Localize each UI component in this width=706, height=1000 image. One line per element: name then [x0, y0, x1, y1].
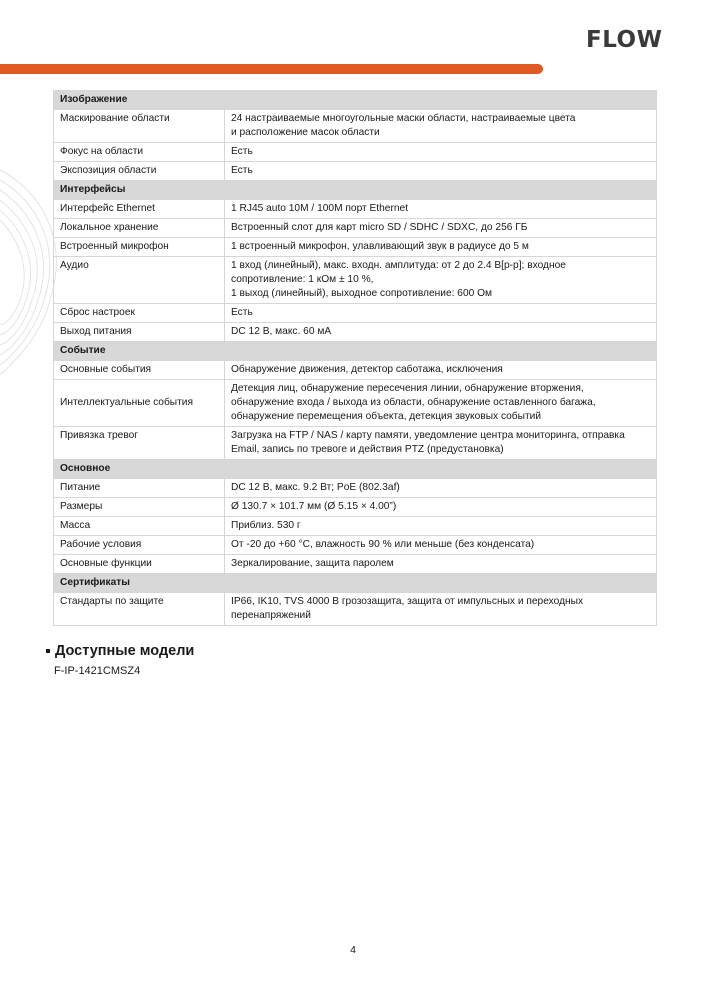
section-title: Сертификаты [54, 574, 657, 593]
spec-label: Привязка тревог [54, 427, 225, 460]
spec-value: DC 12 В, макс. 60 мА [225, 323, 657, 342]
spec-value: 24 настраиваемые многоугольные маски области, настраиваемые цвета и расположение масок области [225, 110, 657, 143]
spec-value: Обнаружение движения, детектор саботажа, исключения [225, 361, 657, 380]
table-row [54, 323, 657, 342]
spec-label: Стандарты по защите [54, 593, 225, 626]
spec-value: Есть [225, 162, 657, 181]
section-header-row [54, 342, 657, 361]
section-header-row [54, 460, 657, 479]
available-models-title: Доступные модели [55, 643, 195, 659]
table-row [54, 143, 657, 162]
spec-label: Аудио [54, 257, 225, 304]
section-title: Интерфейсы [54, 181, 657, 200]
spec-label: Интерфейс Ethernet [54, 200, 225, 219]
spec-value: Есть [225, 143, 657, 162]
spec-value: IP66, IK10, TVS 4000 В грозозащита, защита от импульсных и переходных перенапряжений [225, 593, 657, 626]
table-row [54, 498, 657, 517]
page-number: 4 [350, 944, 356, 956]
table-row [54, 517, 657, 536]
spec-value: Загрузка на FTP / NAS / карту памяти, уведомление центра мониторинга, отправка Email, запись по тревоге и действия PTZ (предустановка) [225, 427, 657, 460]
spec-label: Маскирование области [54, 110, 225, 143]
spec-label: Масса [54, 517, 225, 536]
table-row [54, 427, 657, 460]
table-row [54, 479, 657, 498]
table-row [54, 257, 657, 304]
spec-value: Встроенный слот для карт micro SD / SDHC / SDXC, до 256 ГБ [225, 219, 657, 238]
specifications-table [53, 90, 657, 626]
brand-logo [586, 27, 662, 53]
logo-text: FLOW [586, 27, 663, 53]
table-row [54, 110, 657, 143]
spec-label: Встроенный микрофон [54, 238, 225, 257]
section-header-row [54, 574, 657, 593]
section-title: Изображение [54, 91, 657, 110]
spec-value: DC 12 В, макс. 9.2 Вт; PoE (802.3af) [225, 479, 657, 498]
spec-label: Локальное хранение [54, 219, 225, 238]
spec-label: Питание [54, 479, 225, 498]
spec-value: 1 вход (линейный), макс. входн. амплитуда: от 2 до 2.4 В[р-р]; входное сопротивление: 1 кОм ± 10 %, 1 выход (линейный), выходное сопротивление: 600 Ом [225, 257, 657, 304]
spec-label: Выход питания [54, 323, 225, 342]
spec-label: Основные функции [54, 555, 225, 574]
spec-label: Размеры [54, 498, 225, 517]
spec-label: Экспозиция области [54, 162, 225, 181]
spec-label: Рабочие условия [54, 536, 225, 555]
spec-value: 1 RJ45 auto 10M / 100M порт Ethernet [225, 200, 657, 219]
table-row [54, 304, 657, 323]
spec-value: Приблиз. 530 г [225, 517, 657, 536]
spec-value: Ø 130.7 × 101.7 мм (Ø 5.15 × 4.00”) [225, 498, 657, 517]
table-row [54, 536, 657, 555]
spec-value: Зеркалирование, защита паролем [225, 555, 657, 574]
table-row [54, 555, 657, 574]
spec-value: 1 встроенный микрофон, улавливающий звук в радиусе до 5 м [225, 238, 657, 257]
available-models-heading [46, 643, 194, 659]
table-row [54, 162, 657, 181]
section-header-row [54, 181, 657, 200]
table-row [54, 380, 657, 427]
spec-value: Есть [225, 304, 657, 323]
spec-value: Детекция лиц, обнаружение пересечения линии, обнаружение вторжения, обнаружение входа / выхода из области, обнаружение оставленного багажа, обнаружение перемещения объекта, детекция звуковых событий [225, 380, 657, 427]
bullet-icon [46, 649, 50, 653]
table-row [54, 219, 657, 238]
spec-label: Основные события [54, 361, 225, 380]
table-row [54, 238, 657, 257]
section-title: Основное [54, 460, 657, 479]
spec-label: Сброс настроек [54, 304, 225, 323]
spec-value: От -20 до +60 °C, влажность 90 % или меньше (без конденсата) [225, 536, 657, 555]
spec-label: Интеллектуальные события [54, 380, 225, 427]
table-row [54, 593, 657, 626]
section-header-row [54, 91, 657, 110]
header-accent-bar [0, 64, 543, 74]
section-title: Событие [54, 342, 657, 361]
table-row [54, 361, 657, 380]
model-item: F-IP-1421CMSZ4 [54, 665, 141, 677]
spec-label: Фокус на области [54, 143, 225, 162]
table-row [54, 200, 657, 219]
